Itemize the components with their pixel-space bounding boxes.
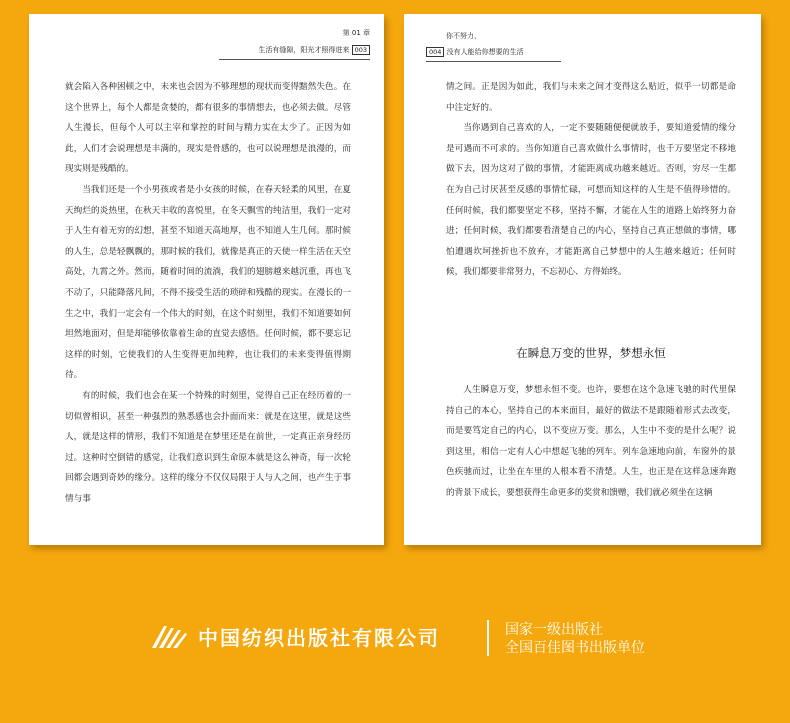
publisher-tagline-1: 国家一级出版社 (505, 622, 603, 638)
page-number: 003 (352, 45, 370, 55)
book-subtitle: 没有人能给你想要的生活 (446, 48, 524, 56)
publisher-name: 中国纺织出版社有限公司 (198, 626, 440, 650)
paragraph: 当你遇到自己喜欢的人，一定不要随随便便就放手，要知道爱情的缘分是可遇而不可求的。当你知道自己喜欢做什么事情时，也千万要坚定不移地做下去，因为这对了做的事情，才能距离成功越来越近。否则，穷尽一生都在为自己讨厌甚至反感的事情忙碌，可想而知这样的人生是不值得珍惜的。任何时候，我们都要坚定不移，坚持不懈，才能在人生的道路上始终努力奋进；任何时候，我们都要看清楚自己的内心，坚持自己真正想做的事情，哪怕遭遇坎坷挫折也不放弃，才能距离自己梦想中的人生越来越近；任何时候，我们都要非常努力，不忘初心、方得始终。 (446, 123, 736, 278)
publisher-tagline-2: 全国百佳图书出版单位 (505, 640, 645, 656)
header-rule (219, 59, 370, 60)
paragraph: 人生瞬息万变，梦想永恒不变。也许，要想在这个急速飞驰的时代里保持自己的本心，坚持自己的本来面目，最好的做法不是跟随着形式去改变，而是要笃定自己的内心，以不变应万变。那么，人生中不变的是什么呢？说到这里，相信一定有人心中想起飞驰的列车。列车急速地向前，车窗外的景色疾驰而过，让坐在车里的人根本看不清楚。人生，也正是在这样急速奔跑的背景下成长，要想获得生命更多的奖赏和馈赠，我们就必须坐在这辆 (446, 385, 736, 498)
footer-divider (487, 620, 489, 656)
left-running-header (258, 45, 370, 56)
right-running-header (426, 47, 524, 58)
paragraph: 就会陷入各种困顿之中，未来也会因为不够理想的现状而变得黯然失色。在这个世界上，每个人都是贪婪的，都有很多的事情想去，也必须去做。尽管人生漫长，但每个人可以主宰和掌控的时间与精力实在太少了。正因为如此，人们才会说理想是丰满的，现实是骨感的，也可以说理想是浪漫的，而现实则是残酷的。 (65, 82, 351, 175)
right-body-text-bottom (446, 380, 736, 504)
right-book-page (404, 14, 761, 545)
right-header-line1: 你不努力， (446, 32, 481, 40)
paragraph: 当我们还是一个小男孩或者是小女孩的时候，在春天轻柔的风里，在夏天绚烂的炎热里，在秋天丰收的喜悦里，在冬天飘雪的纯洁里，我们一定对于人生有着无穷的幻想，甚至不知道天高地厚，也不知道人生几何。那时候的人生，总是轻飘飘的，那时候的我们，就像是真正的天使一样生活在天空高处，九霄之外。然而，随着时间的流淌，我们的翅膀越来越沉重，再也飞不动了，只能降落凡间，不得不接受生活的琐碎和残酷的现实。在漫长的一生之中，我们一定会有一个伟大的时刻，在这个时刻里，我们不知道要如何坦然地面对，但是却能够依靠着生命的直觉去感悟。任何时候，都不要忘记这样的时刻，它使我们的人生变得更加纯粹，也让我们的未来变得值得期待。 (65, 184, 351, 381)
left-body-text (65, 77, 351, 509)
chapter-label: 第 01 章 (342, 29, 370, 37)
publisher-feather-logo-icon (150, 622, 188, 654)
paragraph: 情之间。正是因为如此，我们与未来之间才变得这么贴近，似乎一切都是命中注定好的。 (446, 82, 736, 113)
page-number: 004 (426, 47, 444, 57)
paragraph: 有的时候，我们也会在某一个特殊的时刻里，觉得自己正在经历着的一切似曾相识，甚至一种强烈的熟悉感也会扑面而来：就是在这里，就是这些人，就是这样的情形，我们不知道是在梦里还是在前世，一定真正亲身经历过。这种时空倒错的感觉，让我们意识到生命原本就是这么神奇，每一次轮回都会遇到奇妙的缘分。这样的缘分不仅仅局限于人与人之间，也产生于事情与事 (65, 390, 351, 504)
header-rule (426, 61, 561, 62)
chapter-subtitle: 生活有缝隙，阳光才照得进来 (258, 46, 350, 54)
left-book-page (29, 14, 384, 545)
right-body-text-top (446, 77, 736, 283)
section-title: 在瞬息万变的世界，梦想永恒 (516, 346, 666, 360)
